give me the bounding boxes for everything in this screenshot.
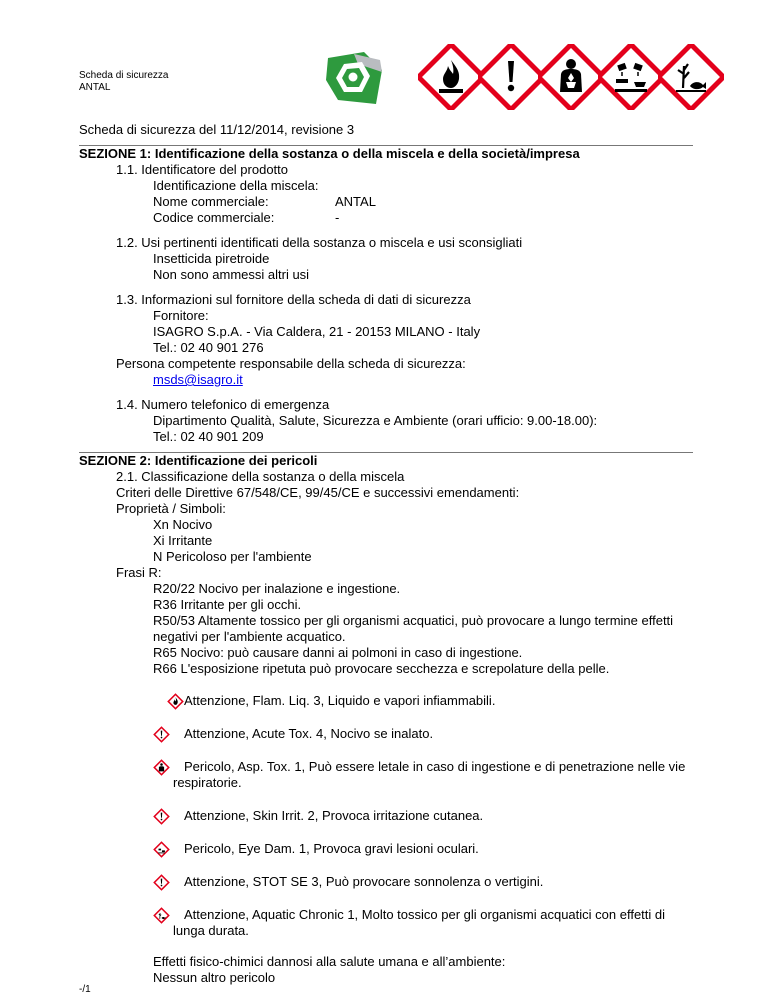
s13-tel: Tel.: 02 40 901 276 — [153, 340, 264, 355]
exclamation-mark-icon — [478, 44, 544, 110]
s11-identification: Identificazione della miscela: — [153, 178, 319, 193]
effects-value: Nessun altro pericolo — [153, 970, 276, 985]
hazard-statement: Attenzione, Skin Irrit. 2, Provoca irritazione cutanea. — [184, 808, 484, 823]
s11-code-label: Codice commerciale: — [153, 210, 275, 225]
r-phrase: R36 Irritante per gli occhi. — [153, 597, 302, 612]
r-phrases-label: Frasi R: — [116, 565, 162, 580]
hazard-statement: Attenzione, Acute Tox. 4, Nocivo se inalato. — [184, 726, 434, 741]
corrosion-icon — [153, 841, 170, 858]
corrosion-icon — [598, 44, 664, 110]
s11-name-value: ANTAL — [335, 194, 376, 209]
flame-icon — [167, 693, 184, 710]
s11-name-label: Nome commerciale: — [153, 194, 269, 209]
r-phrase: R66 L'esposizione ripetuta può provocare secchezza e screpolature della pelle. — [153, 661, 610, 676]
header-doc-type: Scheda di sicurezza — [79, 70, 169, 81]
s12-line2: Non sono ammessi altri usi — [153, 267, 310, 282]
r-phrase: R65 Nocivo: può causare danni ai polmoni in caso di ingestione. — [153, 645, 523, 660]
s13-responsible-person: Persona competente responsabile della scheda di sicurezza: — [116, 356, 466, 371]
email-link[interactable]: msds@isagro.it — [153, 372, 243, 387]
symbol-item: N Pericoloso per l'ambiente — [153, 549, 312, 564]
flame-icon — [418, 44, 484, 110]
r-phrase: R50/53 Altamente tossico per gli organismi acquatici, può provocare a lungo termine effetti — [153, 613, 674, 628]
properties-label: Proprietà / Simboli: — [116, 501, 226, 516]
s11-title: 1.1. Identificatore del prodotto — [116, 162, 289, 177]
s11-code-value: - — [335, 210, 340, 225]
s21-title: 2.1. Classificazione della sostanza o della miscela — [116, 469, 405, 484]
s14-tel: Tel.: 02 40 901 209 — [153, 429, 264, 444]
symbol-item: Xi Irritante — [153, 533, 213, 548]
hazard-statement-cont: lunga durata. — [173, 923, 249, 938]
s13-supplier-label: Fornitore: — [153, 308, 209, 323]
hazard-statement: Attenzione, Aquatic Chronic 1, Molto tossico per gli organismi acquatici con effetti di — [184, 907, 666, 922]
effects-label: Effetti fisico-chimici dannosi alla salute umana e all’ambiente: — [153, 954, 506, 969]
section-2-title: SEZIONE 2: Identificazione dei pericoli — [79, 453, 318, 468]
exclamation-mark-icon — [153, 726, 170, 743]
s12-line1: Insetticida piretroide — [153, 251, 270, 266]
r-phrase: R20/22 Nocivo per inalazione e ingestione. — [153, 581, 401, 596]
symbol-item: Xn Nocivo — [153, 517, 213, 532]
section-1-title: SEZIONE 1: Identificazione della sostanza o della miscela e della società/impresa — [79, 146, 580, 161]
s14-title: 1.4. Numero telefonico di emergenza — [116, 397, 330, 412]
exclamation-mark-icon — [153, 874, 170, 891]
environment-icon — [658, 44, 724, 110]
s13-title: 1.3. Informazioni sul fornitore della scheda di dati di sicurezza — [116, 292, 471, 307]
header-product: ANTAL — [79, 82, 111, 93]
hazard-statement-cont: respiratorie. — [173, 775, 242, 790]
revision-line: Scheda di sicurezza del 11/12/2014, revisione 3 — [79, 122, 355, 137]
environment-icon — [153, 907, 170, 924]
s14-department: Dipartimento Qualità, Salute, Sicurezza e Ambiente (orari ufficio: 9.00-18.00): — [153, 413, 598, 428]
hazard-statement: Attenzione, STOT SE 3, Può provocare sonnolenza o vertigini. — [184, 874, 544, 889]
company-logo — [324, 50, 386, 106]
s13-supplier: ISAGRO S.p.A. - Via Caldera, 21 - 20153 MILANO - Italy — [153, 324, 481, 339]
hazard-statement: Pericolo, Asp. Tox. 1, Può essere letale in caso di ingestione e di penetrazione nelle vie — [184, 759, 686, 774]
health-hazard-icon — [153, 759, 170, 776]
footer-code: -/1 — [79, 984, 91, 995]
hazard-statement: Attenzione, Flam. Liq. 3, Liquido e vapori infiammabili. — [184, 693, 496, 708]
hazard-statement: Pericolo, Eye Dam. 1, Provoca gravi lesioni oculari. — [184, 841, 479, 856]
health-hazard-icon — [538, 44, 604, 110]
r-phrase: negativi per l'ambiente acquatico. — [153, 629, 346, 644]
s12-title: 1.2. Usi pertinenti identificati della sostanza o miscela e usi sconsigliati — [116, 235, 523, 250]
exclamation-mark-icon — [153, 808, 170, 825]
criteria-line: Criteri delle Direttive 67/548/CE, 99/45/CE e successivi emendamenti: — [116, 485, 520, 500]
